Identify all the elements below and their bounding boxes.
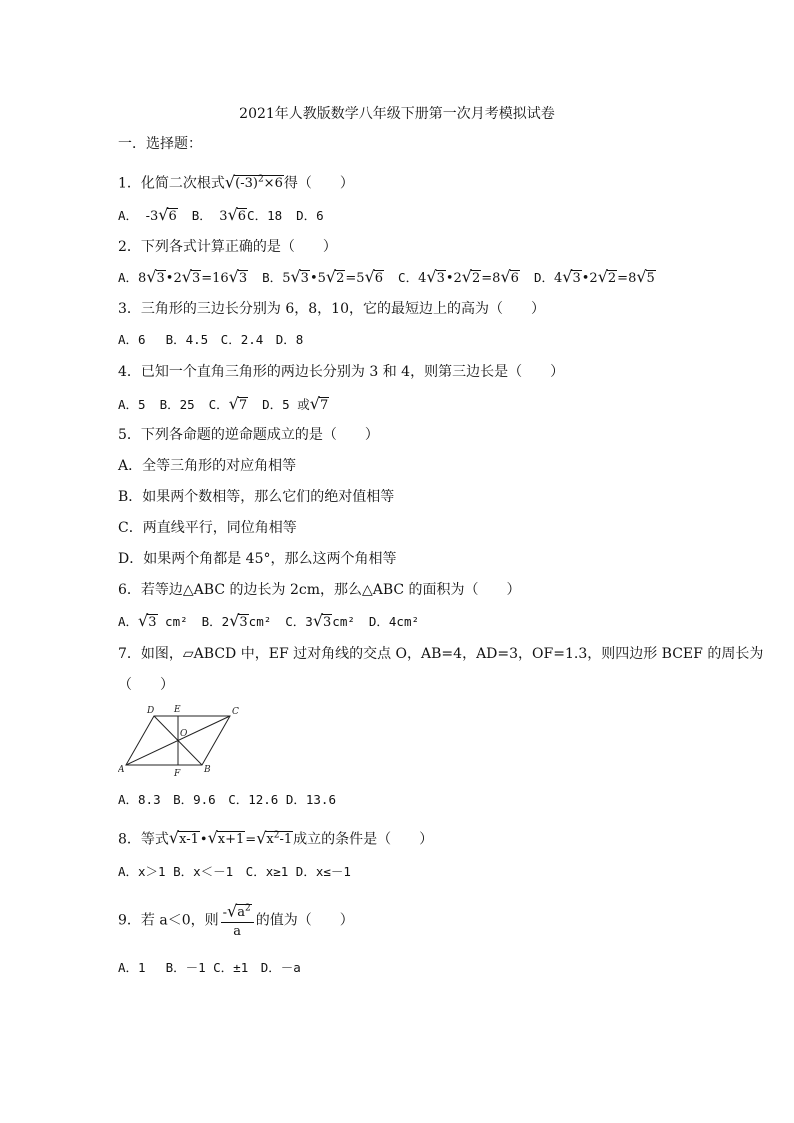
q6-option-b-label: B．2 (201, 614, 230, 629)
label-b: B (204, 765, 211, 775)
q6-option-d: D．4cm² (368, 614, 420, 629)
q1-option-a-coef: -3 (145, 209, 159, 224)
q2-option-a-label: A． (118, 270, 139, 285)
section-heading: 一．选择题： (118, 136, 202, 152)
question-7-options: A．8.3 B．9.6 C．12.6 D．13.6 (118, 792, 336, 807)
q6-option-c-label: C．3 (285, 614, 313, 629)
q4-option-b: B．25 (159, 397, 195, 412)
question-5: 5．下列各命题的逆命题成立的是（ ） (118, 427, 379, 443)
q2-option-d-label: D． (533, 270, 554, 285)
question-2-options: A．8√3•2√3=16√3 B．5√3•5√2=5√6 C．4√3•2√2=8√6 D．4√3•2√2=8√5 (118, 267, 655, 286)
question-6: 6．若等边△ABC 的边长为 2cm，那么△ABC 的面积为（ ） (118, 582, 521, 598)
q1-stem: 1．化简二次根式 (118, 175, 225, 192)
label-a: A (118, 765, 125, 775)
label-d: D (147, 706, 155, 716)
q1-option-a-label: A． (118, 208, 139, 223)
question-4: 4．已知一个直角三角形的两边长分别为 3 和 4，则第三边长是（ ） (118, 364, 565, 380)
q1-radicand-base: (-3) (235, 176, 258, 192)
question-9 (118, 900, 354, 941)
question-8: 8．等式$√x-1•√x+1=√x^2-1$成立的条件是（ ） (118, 828, 434, 848)
q1-option-d: D．6 (296, 208, 324, 223)
label-o: O (180, 729, 188, 739)
question-4-options: A．5 B．25 C．√7 D．5 或√7 (118, 394, 329, 413)
question-5-option-c: C．两直线平行，同位角相等 (118, 520, 297, 536)
q1-option-b-label: B． (191, 208, 212, 223)
q1-radicand-exp: 2 (257, 175, 264, 185)
label-f: F (174, 769, 181, 779)
q1-option-c: C．18 (247, 208, 283, 223)
q6-option-a-label: A． (118, 614, 139, 629)
q8-paren: 成立的条件是（ ） (293, 831, 434, 848)
q9-fraction: $\frac{-√a^2}{a}$ (221, 900, 254, 941)
question-3: 3．三角形的三边长分别为 6，8，10，它的最短边上的高为（ ） (118, 301, 545, 317)
question-5-option-a: A．全等三角形的对应角相等 (118, 458, 297, 474)
question-7-paren: （ ） (118, 677, 174, 693)
q2-option-b-label: B． (262, 270, 283, 285)
question-7: 7．如图，▱ABCD 中，EF 过对角线的交点 O，AB=4，AD=3，OF=1.3，则四边形 BCEF 的周长为 (118, 646, 764, 662)
q1-option-a-radical: √6 (158, 205, 177, 224)
q4-option-c-label: C． (208, 397, 229, 412)
question-8-options: A．x＞1 B．x＜－1 C．x≥1 D．x≤－1 (118, 864, 351, 879)
question-9-options: A．1 B．－1 C．±1 D．－a (118, 960, 301, 975)
page-title: 2021年人教版数学八年级下册第一次月考模拟试卷 (239, 106, 555, 122)
q9-stem: 9．若 a＜0，则 (118, 912, 219, 929)
question-5-option-d: D．如果两个角都是 45°，那么这两个角相等 (118, 551, 397, 567)
question-6-options: A．√3 cm² B．2√3cm² C．3√3cm² D．4cm² (118, 611, 420, 630)
q1-radicand-post: ×6 (263, 176, 283, 192)
q1-radical: $√(-3)^2\times 6$ (224, 172, 283, 192)
question-3-options: A．6 B．4.5 C．2.4 D．8 (118, 332, 304, 347)
question-1-options (118, 205, 324, 227)
q2-option-c-label: C． (398, 270, 419, 285)
label-e: E (174, 705, 181, 715)
q1-paren: 得（ ） (283, 175, 354, 192)
q1-option-b-coef: 3 (219, 209, 228, 224)
q9-paren: 的值为（ ） (255, 912, 354, 929)
question-1 (118, 170, 354, 194)
q4-option-d: D．5 或 (262, 397, 310, 412)
label-c: C (232, 707, 239, 717)
q1-option-b-radical: √6 (227, 205, 247, 224)
q8-stem: 8．等式 (118, 831, 169, 848)
question-5-option-b: B．如果两个数相等，那么它们的绝对值相等 (118, 489, 395, 505)
question-2: 2．下列各式计算正确的是（ ） (118, 239, 337, 255)
parallelogram-figure (118, 702, 258, 780)
q4-option-a: A．5 (118, 397, 146, 412)
